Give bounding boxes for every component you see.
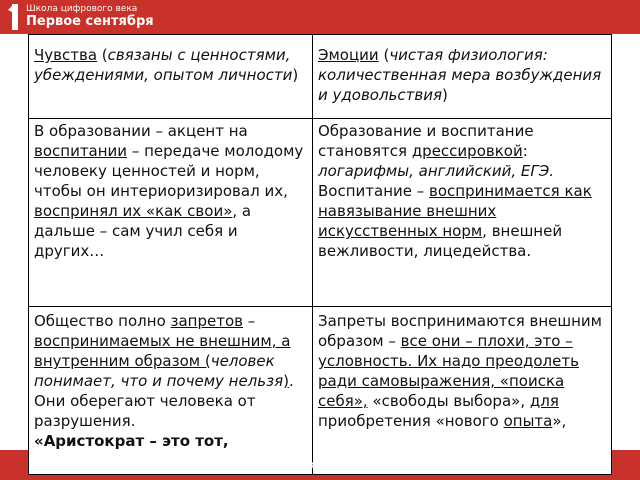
cell-education-emotions	[313, 119, 612, 307]
text-fragment: «свободы выбора»,	[367, 392, 530, 410]
bold-quote: «Аристократ – это тот,	[34, 432, 229, 450]
paren-close: )	[441, 86, 448, 104]
emotions-definition: чистая физиология: количественная мера возбуждения и удовольствия	[318, 46, 602, 104]
text-fragment: , а дальше – сам учил себя и других…	[34, 202, 252, 260]
cell-education-feelings	[29, 119, 313, 307]
text-fragment: Запреты воспринимаются внешним образом –	[318, 312, 602, 350]
logo-line-1: Школа цифрового века	[26, 4, 138, 14]
text-fragment: Образование и воспитание становятся	[318, 122, 534, 160]
table-row	[29, 307, 612, 475]
cell-prohibitions-feelings	[29, 307, 313, 475]
italic-fragment: человек понимает, что и почему нельзя	[34, 352, 284, 390]
paren-open: (	[378, 46, 390, 64]
cell-emotions-header	[313, 35, 612, 119]
underlined-fragment: все они – плохи, это – условность. Их надо преодолеть ради самовыражения, «поиска себя»,	[318, 332, 579, 410]
top-banner	[0, 0, 640, 34]
text-fragment: Общество полно	[34, 312, 171, 330]
logo-line-2: Первое сентября	[26, 14, 154, 29]
italic-fragment: логарифмы, английский, ЕГЭ.	[318, 162, 555, 180]
table-row	[29, 119, 612, 307]
paren-close: )	[292, 66, 299, 84]
comparison-table	[28, 34, 612, 475]
cell-feelings-header	[29, 35, 313, 119]
text-fragment: »,	[552, 412, 567, 430]
feelings-definition: связаны с ценностями, убеждениями, опытом личности	[34, 46, 293, 84]
logo-mark-icon	[8, 4, 22, 30]
text-fragment: – передаче молодому человеку ценностей и норм, чтобы он интериоризировал их,	[34, 142, 304, 200]
cell-prohibitions-emotions	[313, 307, 612, 475]
text-fragment: :	[522, 142, 528, 160]
underlined-fragment: дрессировкой	[411, 142, 523, 160]
text-fragment: Воспитание –	[318, 182, 430, 200]
underlined-fragment: воспринял их «как свои»	[34, 202, 233, 220]
text-fragment: В образовании – акцент на	[34, 122, 248, 140]
school-logo	[8, 2, 168, 32]
term-emotions: Эмоции	[318, 46, 379, 64]
underlined-fragment: )	[283, 372, 289, 390]
text-fragment: . Они оберегают человека от разрушения.	[34, 372, 294, 430]
underlined-fragment: воспитании	[34, 142, 128, 160]
underlined-fragment: опыта	[503, 412, 553, 430]
underlined-fragment: воспринимается как навязывание внешних искусственных норм	[318, 182, 592, 240]
underlined-fragment: воспринимаемых не внешним, а внутренним образом (	[34, 332, 291, 370]
footer-site-label: шцв.рф	[288, 458, 338, 471]
paren-open: (	[97, 46, 108, 64]
underlined-fragment: для	[529, 392, 559, 410]
text-fragment: , внешней вежливости, лицедейства.	[318, 222, 563, 260]
underlined-fragment: запретов	[170, 312, 243, 330]
text-fragment: приобретения «нового	[318, 412, 504, 430]
term-feelings: Чувства	[34, 46, 98, 64]
text-fragment: –	[243, 312, 256, 330]
table-row	[29, 35, 612, 119]
